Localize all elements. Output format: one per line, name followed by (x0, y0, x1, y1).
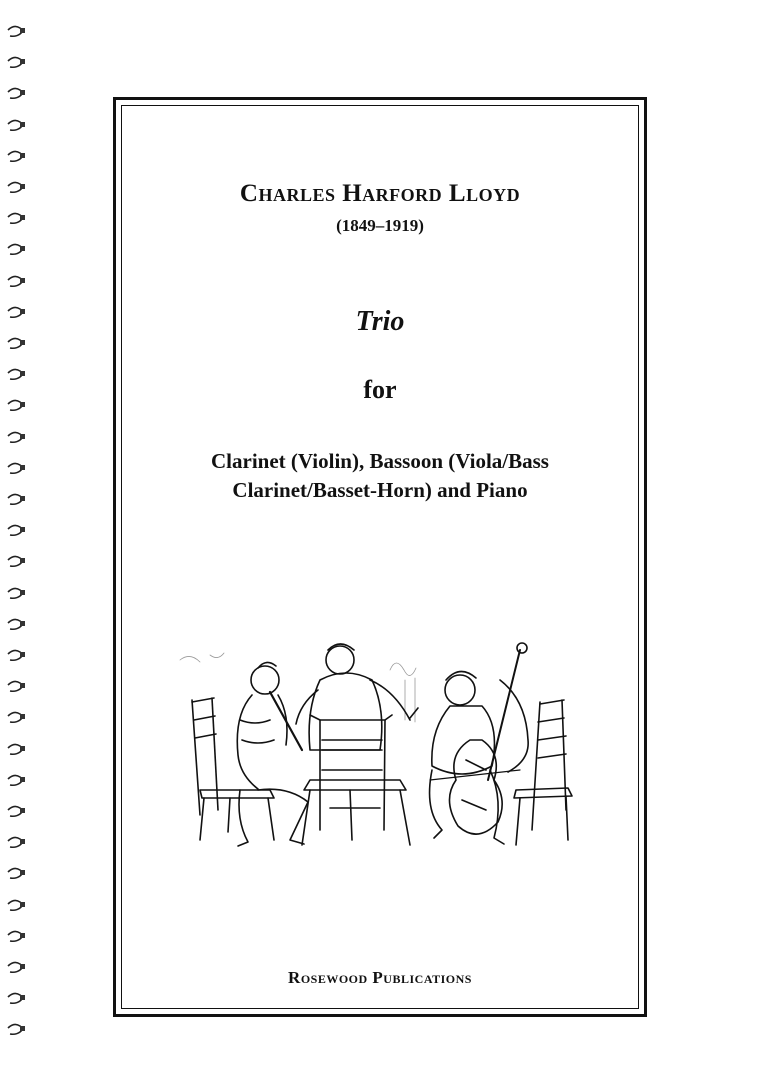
spiral-coil-icon (6, 149, 28, 163)
spiral-coil-icon (6, 742, 28, 756)
spiral-coil-icon (6, 492, 28, 506)
center-chair (302, 715, 410, 845)
spiral-coil-icon (6, 1022, 28, 1036)
spiral-coil-icon (6, 523, 28, 537)
composer-dates: (1849–1919) (336, 216, 424, 235)
spiral-coil-icon (6, 274, 28, 288)
right-chair (514, 700, 572, 845)
spiral-coil-icon (6, 773, 28, 787)
spiral-coil-icon (6, 55, 28, 69)
spiral-coil-icon (6, 586, 28, 600)
left-chair (192, 698, 274, 840)
spiral-coil-icon (6, 679, 28, 693)
spiral-coil-icon (6, 648, 28, 662)
spiral-coil-icon (6, 929, 28, 943)
instrumentation-line-1: Clarinet (Violin), Bassoon (Viola/Bass (211, 449, 549, 473)
spiral-coil-icon (6, 804, 28, 818)
chamber-trio-sketch-icon (170, 640, 580, 860)
spiral-coil-icon (6, 398, 28, 412)
spiral-coil-icon (6, 305, 28, 319)
spiral-coil-icon (6, 180, 28, 194)
spiral-coil-icon (6, 461, 28, 475)
spiral-coil-icon (6, 991, 28, 1005)
spiral-coil-icon (6, 554, 28, 568)
work-title: Trio (355, 306, 405, 337)
center-musician (296, 644, 418, 750)
cover-frame-inner (121, 105, 639, 1009)
left-musician (237, 662, 308, 846)
for-label: for (363, 375, 397, 404)
spiral-coil-icon (6, 898, 28, 912)
spiral-coil-icon (6, 118, 28, 132)
spiral-coil-icon (6, 866, 28, 880)
spiral-coil-icon (6, 242, 28, 256)
spiral-coil-icon (6, 211, 28, 225)
spiral-coil-icon (6, 835, 28, 849)
cello (430, 643, 527, 834)
composer-name: Charles Harford Lloyd (239, 180, 521, 207)
spiral-coil-icon (6, 367, 28, 381)
spiral-binding (0, 0, 40, 1080)
spiral-coil-icon (6, 960, 28, 974)
spiral-coil-icon (6, 710, 28, 724)
spiral-coil-icon (6, 86, 28, 100)
spiral-coil-icon (6, 336, 28, 350)
spiral-coil-icon (6, 24, 28, 38)
publisher-name: Rosewood Publications (288, 968, 472, 987)
spiral-coil-icon (6, 617, 28, 631)
right-musician (430, 671, 529, 844)
instrumentation-line-2: Clarinet/Basset-Horn) and Piano (232, 478, 528, 502)
spiral-coil-icon (6, 430, 28, 444)
